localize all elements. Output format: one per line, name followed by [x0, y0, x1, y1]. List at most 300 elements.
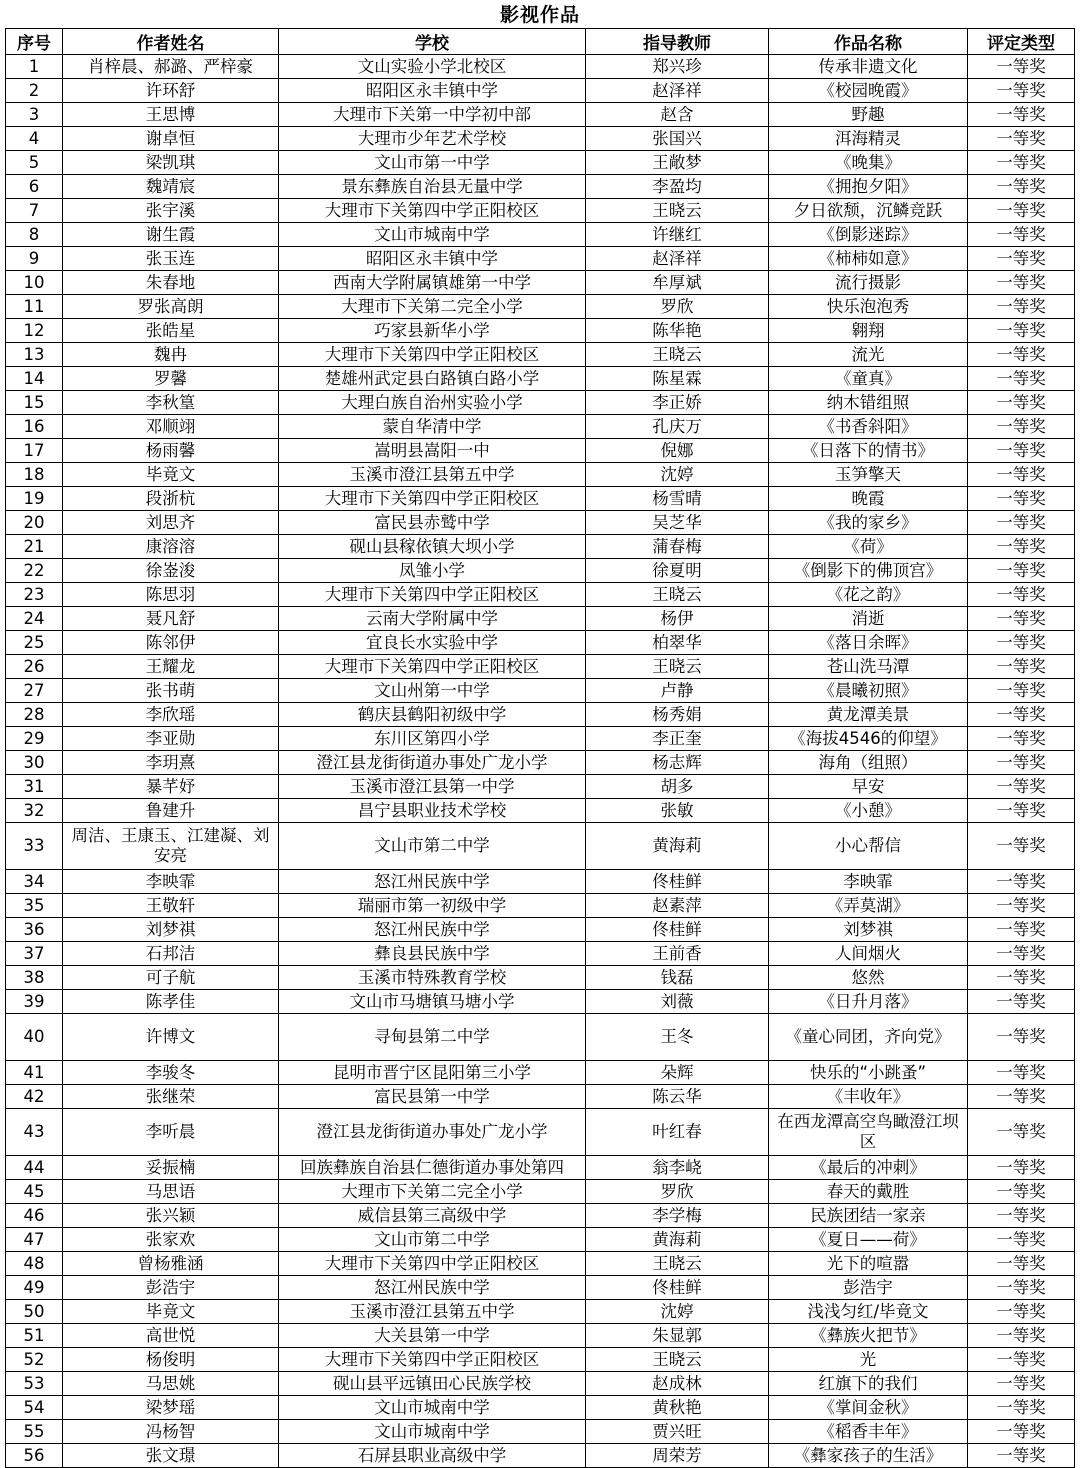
cell-index: 21 [6, 535, 63, 559]
cell-work-title: 洱海精灵 [769, 127, 968, 151]
cell-school: 澄江县龙街街道办事处广龙小学 [279, 751, 586, 775]
cell-school: 文山市第二中学 [279, 1228, 586, 1252]
cell-author: 鲁建升 [63, 799, 279, 823]
cell-author: 马思语 [63, 1180, 279, 1204]
cell-index: 50 [6, 1300, 63, 1324]
cell-award: 一等奖 [968, 655, 1075, 679]
cell-school: 文山市第二中学 [279, 823, 586, 870]
cell-author: 刘梦祺 [63, 918, 279, 942]
cell-author: 梁梦瑶 [63, 1396, 279, 1420]
cell-teacher: 杨雪晴 [586, 487, 769, 511]
cell-teacher: 孔庆万 [586, 415, 769, 439]
cell-author: 李映霏 [63, 870, 279, 894]
cell-teacher: 赵成林 [586, 1372, 769, 1396]
table-row [6, 775, 1075, 799]
cell-school: 昭阳区永丰镇中学 [279, 247, 586, 271]
cell-school: 昌宁县职业技术学校 [279, 799, 586, 823]
cell-school: 大理市下关第四中学正阳校区 [279, 1252, 586, 1276]
cell-teacher: 倪娜 [586, 439, 769, 463]
cell-work-title: 《倒影下的佛顶宫》 [769, 559, 968, 583]
cell-index: 41 [6, 1061, 63, 1085]
table-row [6, 55, 1075, 79]
table-row [6, 727, 1075, 751]
cell-teacher: 王前香 [586, 942, 769, 966]
cell-index: 49 [6, 1276, 63, 1300]
cell-school: 怒江州民族中学 [279, 918, 586, 942]
cell-school: 大理市下关第四中学正阳校区 [279, 583, 586, 607]
table-row [6, 679, 1075, 703]
cell-author: 李秋篁 [63, 391, 279, 415]
table-row [6, 559, 1075, 583]
cell-teacher: 卢静 [586, 679, 769, 703]
cell-index: 18 [6, 463, 63, 487]
table-row [6, 1276, 1075, 1300]
cell-school: 昭阳区永丰镇中学 [279, 79, 586, 103]
cell-work-title: 《海拔4546的仰望》 [769, 727, 968, 751]
cell-teacher: 陈云华 [586, 1085, 769, 1109]
cell-index: 26 [6, 655, 63, 679]
cell-work-title: 《稻香丰年》 [769, 1420, 968, 1444]
cell-teacher: 王晓云 [586, 655, 769, 679]
header-row [6, 29, 1075, 55]
cell-index: 52 [6, 1348, 63, 1372]
table-row [6, 487, 1075, 511]
cell-award: 一等奖 [968, 439, 1075, 463]
cell-school: 昆明市晋宁区昆阳第三小学 [279, 1061, 586, 1085]
cell-author: 李骏冬 [63, 1061, 279, 1085]
cell-award: 一等奖 [968, 1276, 1075, 1300]
cell-award: 一等奖 [968, 367, 1075, 391]
cell-index: 39 [6, 990, 63, 1014]
cell-author: 许环舒 [63, 79, 279, 103]
cell-index: 7 [6, 199, 63, 223]
table-row [6, 1085, 1075, 1109]
cell-work-title: 《晨曦初照》 [769, 679, 968, 703]
table-row [6, 391, 1075, 415]
table-row [6, 655, 1075, 679]
cell-index: 4 [6, 127, 63, 151]
cell-teacher: 李正娇 [586, 391, 769, 415]
cell-work-title: 浅浅匀红/毕竟文 [769, 1300, 968, 1324]
cell-teacher: 朱显郭 [586, 1324, 769, 1348]
cell-award: 一等奖 [968, 631, 1075, 655]
cell-index: 22 [6, 559, 63, 583]
cell-author: 李玥熹 [63, 751, 279, 775]
cell-work-title: 《夏日——荷》 [769, 1228, 968, 1252]
table-row [6, 247, 1075, 271]
table-row [6, 199, 1075, 223]
cell-work-title: 消逝 [769, 607, 968, 631]
cell-author: 段浙杭 [63, 487, 279, 511]
cell-teacher: 杨伊 [586, 607, 769, 631]
table-row [6, 439, 1075, 463]
table-row [6, 1180, 1075, 1204]
cell-work-title: 在西龙潭高空鸟瞰澄江坝区 [769, 1109, 968, 1156]
table-row [6, 1420, 1075, 1444]
header-work-title: 作品名称 [769, 29, 968, 55]
cell-teacher: 许继红 [586, 223, 769, 247]
cell-index: 36 [6, 918, 63, 942]
cell-teacher: 王晓云 [586, 1252, 769, 1276]
cell-school: 巧家县新华小学 [279, 319, 586, 343]
cell-author: 魏冉 [63, 343, 279, 367]
header-award: 评定类型 [968, 29, 1075, 55]
cell-author: 高世悦 [63, 1324, 279, 1348]
cell-school: 文山市城南中学 [279, 1396, 586, 1420]
cell-school: 富民县第一中学 [279, 1085, 586, 1109]
cell-award: 一等奖 [968, 79, 1075, 103]
cell-award: 一等奖 [968, 463, 1075, 487]
cell-index: 34 [6, 870, 63, 894]
table-row [6, 823, 1075, 870]
cell-author: 张文璟 [63, 1444, 279, 1468]
table-row [6, 343, 1075, 367]
cell-award: 一等奖 [968, 1156, 1075, 1180]
table-row [6, 1061, 1075, 1085]
table-body [6, 55, 1075, 1468]
table-row [6, 1348, 1075, 1372]
table-row [6, 1444, 1075, 1468]
cell-work-title: 黄龙潭美景 [769, 703, 968, 727]
cell-author: 李欣瑶 [63, 703, 279, 727]
cell-author: 李听晨 [63, 1109, 279, 1156]
cell-award: 一等奖 [968, 1420, 1075, 1444]
cell-author: 周洁、王康玉、江建凝、刘安亮 [63, 823, 279, 870]
table-row [6, 1156, 1075, 1180]
cell-teacher: 佟桂鲜 [586, 1276, 769, 1300]
cell-school: 文山市城南中学 [279, 223, 586, 247]
cell-author: 梁凯琪 [63, 151, 279, 175]
cell-author: 张皓星 [63, 319, 279, 343]
cell-index: 48 [6, 1252, 63, 1276]
cell-school: 文山市马塘镇马塘小学 [279, 990, 586, 1014]
cell-award: 一等奖 [968, 1228, 1075, 1252]
cell-teacher: 赵素萍 [586, 894, 769, 918]
cell-school: 富民县赤鹫中学 [279, 511, 586, 535]
cell-school: 云南大学附属中学 [279, 607, 586, 631]
cell-teacher: 李盈均 [586, 175, 769, 199]
cell-work-title: 红旗下的我们 [769, 1372, 968, 1396]
cell-index: 44 [6, 1156, 63, 1180]
cell-school: 文山市城南中学 [279, 1420, 586, 1444]
cell-award: 一等奖 [968, 535, 1075, 559]
cell-award: 一等奖 [968, 151, 1075, 175]
cell-work-title: 光 [769, 1348, 968, 1372]
cell-work-title: 《丰收年》 [769, 1085, 968, 1109]
cell-school: 大理市下关第二完全小学 [279, 295, 586, 319]
cell-index: 3 [6, 103, 63, 127]
cell-index: 20 [6, 511, 63, 535]
cell-award: 一等奖 [968, 175, 1075, 199]
cell-author: 曾杨雅涵 [63, 1252, 279, 1276]
cell-teacher: 王晓云 [586, 199, 769, 223]
cell-author: 罗张高朗 [63, 295, 279, 319]
cell-award: 一等奖 [968, 1061, 1075, 1085]
cell-work-title: 《落日余晖》 [769, 631, 968, 655]
cell-school: 大理市下关第一中学初中部 [279, 103, 586, 127]
cell-school: 大理市下关第四中学正阳校区 [279, 343, 586, 367]
cell-index: 19 [6, 487, 63, 511]
cell-work-title: 流光 [769, 343, 968, 367]
cell-work-title: 《花之韵》 [769, 583, 968, 607]
cell-school: 蒙自华清中学 [279, 415, 586, 439]
table-row [6, 151, 1075, 175]
cell-index: 6 [6, 175, 63, 199]
cell-author: 张宇溪 [63, 199, 279, 223]
table-row [6, 415, 1075, 439]
cell-award: 一等奖 [968, 990, 1075, 1014]
cell-work-title: 野趣 [769, 103, 968, 127]
cell-author: 张兴颖 [63, 1204, 279, 1228]
cell-work-title: 早安 [769, 775, 968, 799]
cell-teacher: 赵含 [586, 103, 769, 127]
cell-author: 王敬轩 [63, 894, 279, 918]
cell-author: 王耀龙 [63, 655, 279, 679]
cell-teacher: 刘薇 [586, 990, 769, 1014]
table-row [6, 1252, 1075, 1276]
table-row [6, 870, 1075, 894]
cell-award: 一等奖 [968, 415, 1075, 439]
cell-school: 彝良县民族中学 [279, 942, 586, 966]
table-row [6, 319, 1075, 343]
cell-index: 55 [6, 1420, 63, 1444]
cell-award: 一等奖 [968, 918, 1075, 942]
cell-index: 47 [6, 1228, 63, 1252]
cell-work-title: 海角（组照） [769, 751, 968, 775]
cell-author: 杨雨馨 [63, 439, 279, 463]
cell-index: 53 [6, 1372, 63, 1396]
cell-award: 一等奖 [968, 751, 1075, 775]
cell-school: 威信县第三高级中学 [279, 1204, 586, 1228]
cell-index: 1 [6, 55, 63, 79]
cell-teacher: 蒲春梅 [586, 535, 769, 559]
cell-teacher: 王晓云 [586, 1348, 769, 1372]
cell-teacher: 赵泽祥 [586, 247, 769, 271]
cell-teacher: 罗欣 [586, 295, 769, 319]
table-row [6, 990, 1075, 1014]
cell-author: 张继荣 [63, 1085, 279, 1109]
cell-author: 张书萌 [63, 679, 279, 703]
cell-award: 一等奖 [968, 1085, 1075, 1109]
table-row [6, 966, 1075, 990]
cell-index: 25 [6, 631, 63, 655]
cell-index: 46 [6, 1204, 63, 1228]
cell-work-title: 《柿柿如意》 [769, 247, 968, 271]
cell-teacher: 黄海莉 [586, 823, 769, 870]
cell-school: 石屏县职业高级中学 [279, 1444, 586, 1468]
cell-work-title: 刘梦祺 [769, 918, 968, 942]
cell-index: 8 [6, 223, 63, 247]
cell-award: 一等奖 [968, 487, 1075, 511]
cell-index: 31 [6, 775, 63, 799]
table-row [6, 295, 1075, 319]
cell-school: 西南大学附属镇雄第一中学 [279, 271, 586, 295]
table-row [6, 918, 1075, 942]
cell-school: 大理市下关第四中学正阳校区 [279, 199, 586, 223]
cell-author: 杨俊明 [63, 1348, 279, 1372]
cell-teacher: 周荣芳 [586, 1444, 769, 1468]
cell-school: 楚雄州武定县白路镇白路小学 [279, 367, 586, 391]
cell-work-title: 民族团结一家亲 [769, 1204, 968, 1228]
cell-author: 张家欢 [63, 1228, 279, 1252]
cell-work-title: 《我的家乡》 [769, 511, 968, 535]
cell-school: 玉溪市澄江县第五中学 [279, 463, 586, 487]
cell-teacher: 黄秋艳 [586, 1396, 769, 1420]
table-row [6, 751, 1075, 775]
cell-school: 大理市下关第四中学正阳校区 [279, 655, 586, 679]
cell-award: 一等奖 [968, 343, 1075, 367]
cell-author: 妥振楠 [63, 1156, 279, 1180]
cell-work-title: 《最后的冲刺》 [769, 1156, 968, 1180]
cell-work-title: 传承非遗文化 [769, 55, 968, 79]
cell-work-title: 《弄莫湖》 [769, 894, 968, 918]
cell-author: 彭浩宇 [63, 1276, 279, 1300]
cell-author: 刘思齐 [63, 511, 279, 535]
cell-award: 一等奖 [968, 1300, 1075, 1324]
cell-award: 一等奖 [968, 127, 1075, 151]
cell-school: 砚山县稼依镇大坝小学 [279, 535, 586, 559]
cell-index: 5 [6, 151, 63, 175]
cell-teacher: 赵泽祥 [586, 79, 769, 103]
cell-award: 一等奖 [968, 1204, 1075, 1228]
cell-teacher: 陈华艳 [586, 319, 769, 343]
cell-work-title: 纳木错组照 [769, 391, 968, 415]
table-row [6, 1109, 1075, 1156]
cell-teacher: 王晓云 [586, 583, 769, 607]
cell-award: 一等奖 [968, 1372, 1075, 1396]
cell-teacher: 王晓云 [586, 343, 769, 367]
cell-school: 凤雏小学 [279, 559, 586, 583]
cell-award: 一等奖 [968, 775, 1075, 799]
cell-award: 一等奖 [968, 223, 1075, 247]
cell-school: 文山市第一中学 [279, 151, 586, 175]
cell-award: 一等奖 [968, 1109, 1075, 1156]
cell-author: 罗馨 [63, 367, 279, 391]
cell-author: 可子航 [63, 966, 279, 990]
cell-index: 17 [6, 439, 63, 463]
cell-index: 56 [6, 1444, 63, 1468]
cell-award: 一等奖 [968, 966, 1075, 990]
cell-work-title: 《小憩》 [769, 799, 968, 823]
header-school: 学校 [279, 29, 586, 55]
cell-work-title: 《拥抱夕阳》 [769, 175, 968, 199]
cell-award: 一等奖 [968, 295, 1075, 319]
cell-award: 一等奖 [968, 1396, 1075, 1420]
table-row [6, 607, 1075, 631]
cell-index: 23 [6, 583, 63, 607]
cell-teacher: 沈婷 [586, 1300, 769, 1324]
cell-teacher: 徐夏明 [586, 559, 769, 583]
cell-award: 一等奖 [968, 870, 1075, 894]
cell-teacher: 张国兴 [586, 127, 769, 151]
cell-school: 玉溪市特殊教育学校 [279, 966, 586, 990]
table-row [6, 535, 1075, 559]
cell-school: 瑞丽市第一初级中学 [279, 894, 586, 918]
cell-teacher: 佟桂鲜 [586, 918, 769, 942]
cell-work-title: 玉笋擎天 [769, 463, 968, 487]
cell-author: 魏靖宸 [63, 175, 279, 199]
cell-school: 大理市下关第二完全小学 [279, 1180, 586, 1204]
cell-teacher: 叶红春 [586, 1109, 769, 1156]
cell-index: 28 [6, 703, 63, 727]
cell-school: 砚山县平远镇田心民族学校 [279, 1372, 586, 1396]
cell-work-title: 人间烟火 [769, 942, 968, 966]
cell-school: 怒江州民族中学 [279, 870, 586, 894]
cell-index: 45 [6, 1180, 63, 1204]
cell-teacher: 陈星霖 [586, 367, 769, 391]
cell-school: 玉溪市澄江县第一中学 [279, 775, 586, 799]
table-row [6, 1204, 1075, 1228]
cell-award: 一等奖 [968, 1324, 1075, 1348]
cell-work-title: 快乐泡泡秀 [769, 295, 968, 319]
cell-index: 42 [6, 1085, 63, 1109]
table-row [6, 103, 1075, 127]
cell-award: 一等奖 [968, 1348, 1075, 1372]
cell-work-title: 晚霞 [769, 487, 968, 511]
cell-teacher: 朵辉 [586, 1061, 769, 1085]
table-row [6, 175, 1075, 199]
cell-work-title: 苍山洗马潭 [769, 655, 968, 679]
cell-index: 37 [6, 942, 63, 966]
cell-work-title: 李映霏 [769, 870, 968, 894]
cell-school: 回族彝族自治县仁德街道办事处第四 [279, 1156, 586, 1180]
cell-work-title: 《倒影迷踪》 [769, 223, 968, 247]
cell-award: 一等奖 [968, 942, 1075, 966]
cell-author: 暴芊妤 [63, 775, 279, 799]
cell-award: 一等奖 [968, 823, 1075, 870]
table-row [6, 583, 1075, 607]
cell-school: 鹤庆县鹤阳初级中学 [279, 703, 586, 727]
cell-teacher: 李学梅 [586, 1204, 769, 1228]
cell-school: 文山州第一中学 [279, 679, 586, 703]
table-row [6, 1372, 1075, 1396]
table-row [6, 511, 1075, 535]
cell-teacher: 郑兴珍 [586, 55, 769, 79]
cell-award: 一等奖 [968, 607, 1075, 631]
cell-work-title: 彭浩宇 [769, 1276, 968, 1300]
cell-school: 嵩明县嵩阳一中 [279, 439, 586, 463]
table-row [6, 223, 1075, 247]
cell-work-title: 小心帮信 [769, 823, 968, 870]
table-row [6, 1300, 1075, 1324]
cell-award: 一等奖 [968, 583, 1075, 607]
cell-award: 一等奖 [968, 1014, 1075, 1061]
cell-author: 康溶溶 [63, 535, 279, 559]
cell-work-title: 《童真》 [769, 367, 968, 391]
cell-award: 一等奖 [968, 391, 1075, 415]
cell-teacher: 柏翠华 [586, 631, 769, 655]
cell-work-title: 夕日欲颓，沉鳞竞跃 [769, 199, 968, 223]
table-row [6, 1014, 1075, 1061]
cell-author: 聂凡舒 [63, 607, 279, 631]
cell-school: 大理市下关第四中学正阳校区 [279, 1348, 586, 1372]
cell-award: 一等奖 [968, 247, 1075, 271]
cell-teacher: 黄海莉 [586, 1228, 769, 1252]
cell-index: 2 [6, 79, 63, 103]
table-row [6, 463, 1075, 487]
cell-teacher: 张敏 [586, 799, 769, 823]
cell-award: 一等奖 [968, 559, 1075, 583]
table-row [6, 1324, 1075, 1348]
cell-author: 许博文 [63, 1014, 279, 1061]
cell-school: 大理白族自治州实验小学 [279, 391, 586, 415]
cell-index: 16 [6, 415, 63, 439]
cell-author: 肖梓晨、郝潞、严梓豪 [63, 55, 279, 79]
cell-award: 一等奖 [968, 727, 1075, 751]
cell-work-title: 快乐的“小跳蚤” [769, 1061, 968, 1085]
cell-author: 石邦洁 [63, 942, 279, 966]
cell-award: 一等奖 [968, 103, 1075, 127]
